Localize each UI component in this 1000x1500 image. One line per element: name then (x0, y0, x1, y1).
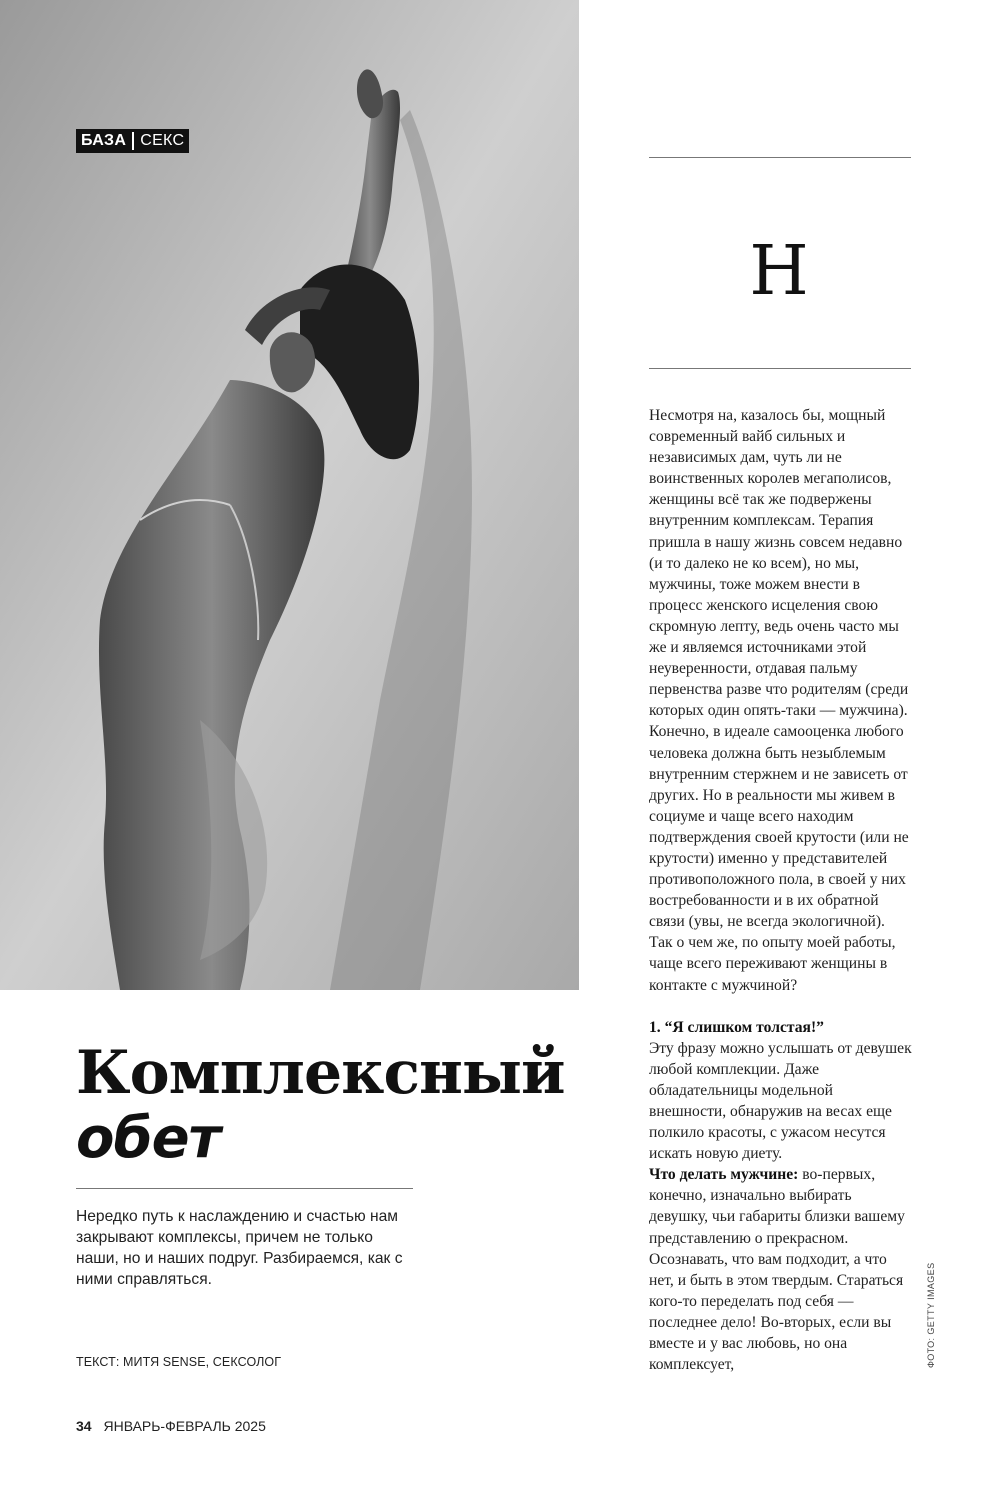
top-rule (649, 157, 911, 158)
section-tag-secondary: СЕКС (140, 132, 185, 149)
body-spacer (649, 996, 913, 1017)
advice-text: во-первых, конечно, изначально выбирать девушку, чьи габариты близки вашему представлению о прекрасном. Осознавать, что вам подходит, а что нет, и быть в этом твердым. Стараться кого-то переделать под себя — последнее дело! Во-вторых, если вы вместе и у вас любовь, но она комплексует, (649, 1166, 905, 1374)
article-lead: Нередко путь к наслаждению и счастью нам закрывают комплексы, причем не только наши, но и наших подруг. Разбираемся, как с ними справляться. (76, 1208, 403, 1288)
page-number: 34 (76, 1418, 92, 1434)
title-line-1: Комплексный (76, 1038, 565, 1108)
title-line-2: обет (76, 1106, 221, 1171)
author-credit: ТЕКСТ: МИТЯ SENSE, СЕКСОЛОГ (76, 1355, 282, 1369)
body-paragraph-2: Конечно, в идеале самооценка любого человека должна быть незыблемым внутренним стержнем и не зависеть от других. Но в реальности мы живем в социуме и чаще всего находим подтверждения своей крутости (или не крутости) именно у представителей противоположного пола, в своей у них востребованности и в их обратной связи (увы, не всегда экологичной). (649, 723, 909, 931)
drop-cap-rule (649, 368, 911, 369)
drop-cap: Н (749, 232, 809, 311)
title-rule (76, 1188, 413, 1189)
article-body (649, 405, 913, 1375)
body-paragraph-3: Так о чем же, по опыту моей работы, чаще всего переживают женщины в контакте с мужчиной? (649, 934, 896, 994)
photo-credit: ФОТО: GETTY IMAGES (926, 1262, 936, 1368)
body-subheading-1: 1. “Я слишком толстая!” (649, 1018, 824, 1036)
body-paragraph-1: Несмотря на, казалось бы, мощный современный вайб сильных и независимых дам, чуть ли не воинственных королев мегаполисов, женщины всё так же подвержены внутренним комплексам. Терапия пришла в нашу жизнь совсем недавно (и то далеко не ко всем), но мы, мужчины, тоже можем внести в процесс женского исцеления свою скромную лепту, ведь очень часто мы же и являемся источниками этой неуверенности, отдавая пальму первенства разве что родителям (среди которых один опять-таки — мужчина). (649, 407, 909, 720)
section-tag (76, 129, 189, 153)
advice-label: Что делать мужчине: (649, 1166, 799, 1184)
issue-date: ЯНВАРЬ-ФЕВРАЛЬ 2025 (103, 1418, 266, 1434)
section-tag-divider (132, 132, 134, 150)
page-footer (76, 1418, 266, 1434)
section-tag-primary: БАЗА (81, 132, 127, 149)
body-paragraph-4: Эту фразу можно услышать от девушек любой комплекции. Даже обладательницы модельной внешности, обнаружив на весах еще полкило красоты, с ужасом несутся искать новую диету. (649, 1039, 912, 1163)
body-paragraph-5 (649, 1164, 913, 1375)
article-title (76, 1038, 565, 1172)
